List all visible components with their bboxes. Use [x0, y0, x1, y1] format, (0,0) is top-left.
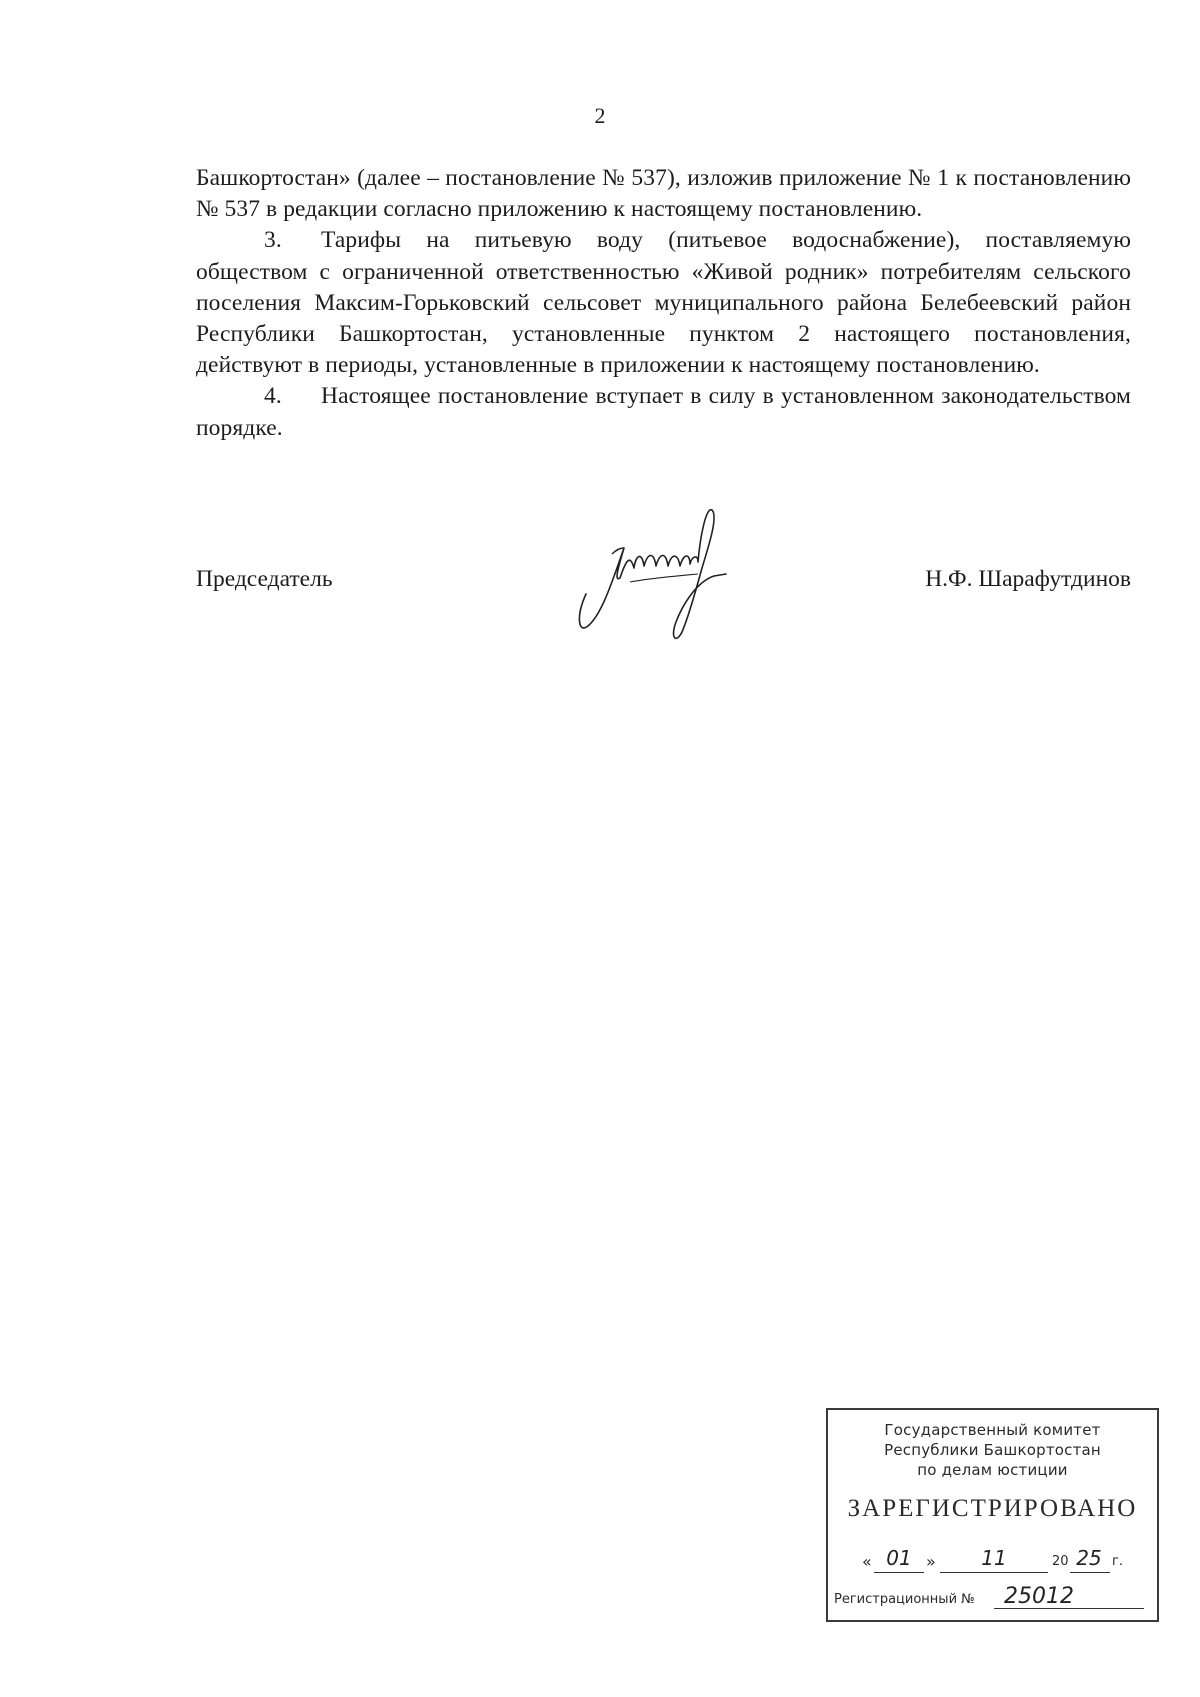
paragraph-continuation: Башкортостан» (далее – постановление № 537), изложив приложение № 1 к постановлению № 537 в редакции согласно приложению к настоящему постановлению.: [196, 165, 1131, 223]
item-text: Настоящее постановление вступает в силу в установленном законодательством порядке.: [196, 383, 1131, 441]
registration-underline: [994, 1608, 1144, 1609]
stamp-org-line: Республики Башкортостан: [884, 1441, 1101, 1459]
signatory-title: Председатель: [196, 566, 333, 592]
item-text: Тарифы на питьевую воду (питьевое водоснабжение), поставляемую обществом с ограниченной ответственностью «Живой родник» потребителям сельского поселения Максим-Горьковский сельсовет муниципального района Белебеевский район Республики Башкортостан, установленные пунктом 2 настоящего постановления, действуют в периоды, установленные в приложении к настоящему постановлению.: [196, 227, 1131, 379]
stamp-organization: [828, 1420, 1157, 1480]
registration-number: 25012: [1004, 1584, 1074, 1609]
stamp-year: 25: [1076, 1546, 1102, 1570]
day-underline: [874, 1572, 924, 1573]
item-number: 3.: [264, 227, 282, 254]
quote-close: »: [926, 1552, 936, 1571]
document-body: [196, 163, 1131, 444]
signatory-name: Н.Ф. Шарафутдинов: [925, 566, 1131, 592]
month-underline: [940, 1572, 1048, 1573]
stamp-org-line: по делам юстиции: [917, 1461, 1068, 1479]
year-suffix: г.: [1112, 1554, 1123, 1569]
page-number: 2: [594, 103, 606, 128]
stamp-date: [862, 1548, 1152, 1576]
handwritten-signature: [572, 498, 732, 648]
year-prefix: 20: [1052, 1554, 1069, 1569]
stamp-status: ЗАРЕГИСТРИРОВАНО: [847, 1495, 1138, 1522]
registration-label: Регистрационный №: [834, 1592, 975, 1607]
paragraph-item-4: [196, 381, 1131, 443]
stamp-registration: [834, 1586, 1150, 1612]
registration-stamp: [826, 1408, 1159, 1622]
year-underline: [1070, 1572, 1110, 1573]
stamp-day: 01: [886, 1546, 912, 1570]
stamp-org-line: Государственный комитет: [884, 1421, 1101, 1439]
paragraph-item-3: [196, 225, 1131, 381]
item-number: 4.: [264, 383, 282, 410]
stamp-month: 11: [981, 1546, 1007, 1570]
quote-open: «: [862, 1552, 872, 1571]
